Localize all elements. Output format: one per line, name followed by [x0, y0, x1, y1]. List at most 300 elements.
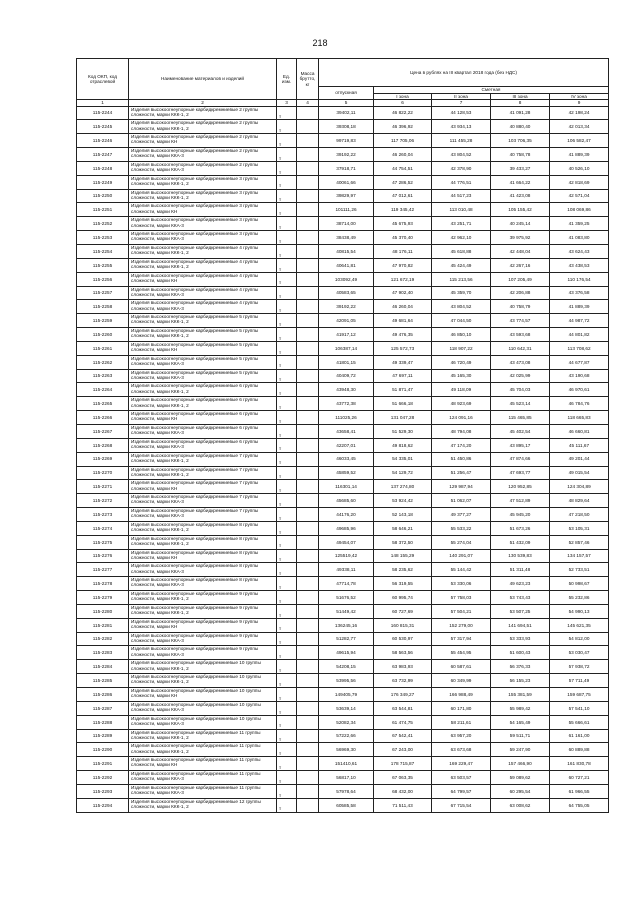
row-release-price: 57978,64 [319, 784, 374, 798]
row-release-price: 99719,83 [319, 134, 374, 148]
row-code: 115-2293 [77, 784, 129, 798]
row-unit: т [277, 632, 297, 646]
row-zone-4-price: 46 660,81 [550, 424, 609, 438]
row-zone-1-price: 60 995,74 [374, 591, 432, 605]
row-unit: т [277, 286, 297, 300]
table-row [77, 674, 609, 688]
row-code: 115-2275 [77, 535, 129, 549]
row-zone-1-price: 51 666,18 [374, 397, 432, 411]
row-code: 115-2282 [77, 632, 129, 646]
row-zone-1-price: 60 727,69 [374, 604, 432, 618]
row-mass [297, 660, 319, 674]
row-release-price: 53995,56 [319, 674, 374, 688]
row-zone-4-price: 45 111,67 [550, 438, 609, 452]
row-name: Изделия высокоогнеупорные карбидкремниевые 4 группы сложности, марки ККК-1, 2 [129, 258, 277, 272]
row-mass [297, 161, 319, 175]
row-zone-3-price: 120 952,85 [491, 480, 550, 494]
row-release-price: 49685,96 [319, 521, 374, 535]
row-code: 115-2251 [77, 203, 129, 217]
row-zone-4-price: 48 829,64 [550, 494, 609, 508]
row-unit: т [277, 203, 297, 217]
row-zone-1-price: 63 544,81 [374, 701, 432, 715]
row-unit: т [277, 798, 297, 812]
row-code: 115-2265 [77, 397, 129, 411]
row-zone-4-price: 49 201,44 [550, 452, 609, 466]
row-zone-1-price: 160 815,31 [374, 618, 432, 632]
row-zone-4-price: 52 733,51 [550, 563, 609, 577]
row-unit: т [277, 729, 297, 743]
row-release-price: 149405,79 [319, 688, 374, 702]
row-unit: т [277, 521, 297, 535]
price-table [76, 58, 609, 813]
row-zone-2-price: 51 062,07 [432, 494, 491, 508]
row-zone-3-price: 47 874,66 [491, 452, 550, 466]
table-row [77, 632, 609, 646]
row-unit: т [277, 660, 297, 674]
row-mass [297, 563, 319, 577]
row-release-price: 43658,41 [319, 424, 374, 438]
table-row [77, 701, 609, 715]
row-name: Изделия высокоогнеупорные карбидкремниевые 5 группы сложности, марки ККА-3 [129, 355, 277, 369]
row-zone-1-price: 68 432,00 [374, 784, 432, 798]
row-mass [297, 411, 319, 425]
row-mass [297, 715, 319, 729]
row-name: Изделия высокоогнеупорные карбидкремниевые 6 группы сложности, марки ККА-3 [129, 424, 277, 438]
row-mass [297, 217, 319, 231]
row-unit: т [277, 189, 297, 203]
row-code: 115-2269 [77, 452, 129, 466]
row-zone-1-price: 44 754,51 [374, 161, 432, 175]
column-number: 3 [277, 100, 297, 106]
row-zone-1-price: 46 822,22 [374, 106, 432, 120]
row-zone-3-price: 53 507,25 [491, 604, 550, 618]
row-zone-4-price: 53 105,31 [550, 521, 609, 535]
row-release-price: 39308,18 [319, 120, 374, 134]
row-zone-1-price: 46 260,04 [374, 148, 432, 162]
row-mass [297, 535, 319, 549]
row-name: Изделия высокоогнеупорные карбидкремниевые 9 группы сложности, марки ККК-1, 2 [129, 591, 277, 605]
row-release-price: 51449,42 [319, 604, 374, 618]
row-zone-3-price: 59 511,71 [491, 729, 550, 743]
row-zone-4-price: 54 990,13 [550, 604, 609, 618]
row-zone-2-price: 46 850,10 [432, 328, 491, 342]
row-zone-3-price: 40 758,79 [491, 300, 550, 314]
row-code: 115-2286 [77, 688, 129, 702]
row-release-price: 46033,45 [319, 452, 374, 466]
row-zone-2-price: 169 229,47 [432, 757, 491, 771]
row-zone-2-price: 46 720,49 [432, 355, 491, 369]
row-zone-2-price: 43 934,13 [432, 120, 491, 134]
table-row [77, 660, 609, 674]
row-release-price: 40583,65 [319, 286, 374, 300]
header-mass: Масса брутто, кг [297, 59, 319, 100]
row-zone-2-price: 64 799,57 [432, 784, 491, 798]
row-zone-1-price: 176 349,27 [374, 688, 432, 702]
row-zone-3-price: 42 025,99 [491, 369, 550, 383]
row-zone-3-price: 105 155,42 [491, 203, 550, 217]
row-mass [297, 632, 319, 646]
row-mass [297, 397, 319, 411]
row-unit: т [277, 231, 297, 245]
row-zone-4-price: 108 069,86 [550, 203, 609, 217]
row-mass [297, 798, 319, 812]
table-row [77, 715, 609, 729]
header-release: отпускная [319, 87, 374, 100]
row-zone-4-price: 47 218,50 [550, 508, 609, 522]
row-mass [297, 549, 319, 563]
row-code: 115-2256 [77, 272, 129, 286]
row-release-price: 44176,20 [319, 508, 374, 522]
row-release-price: 38714,00 [319, 217, 374, 231]
row-zone-3-price: 51 600,43 [491, 646, 550, 660]
row-name: Изделия высокоогнеупорные карбидкремниевые 2 группы сложности, марки ККК-1, 2 [129, 120, 277, 134]
row-name: Изделия высокоогнеупорные карбидкремниевые 11 группы сложности, марки КН [129, 757, 277, 771]
row-name: Изделия высокоогнеупорные карбидкремниевые 7 группы сложности, марки ККА-3 [129, 494, 277, 508]
table-row [77, 217, 609, 231]
table-row [77, 535, 609, 549]
row-mass [297, 300, 319, 314]
row-mass [297, 591, 319, 605]
row-unit: т [277, 369, 297, 383]
row-unit: т [277, 784, 297, 798]
row-zone-1-price: 45 675,93 [374, 217, 432, 231]
row-zone-2-price: 55 274,04 [432, 535, 491, 549]
row-code: 115-2254 [77, 245, 129, 259]
row-zone-3-price: 40 758,78 [491, 148, 550, 162]
row-zone-1-price: 52 143,18 [374, 508, 432, 522]
row-name: Изделия высокоогнеупорные карбидкремниевые 8 группы сложности, марки ККА-3 [129, 577, 277, 591]
row-mass [297, 508, 319, 522]
row-zone-1-price: 148 155,29 [374, 549, 432, 563]
row-zone-2-price: 60 171,80 [432, 701, 491, 715]
row-zone-2-price: 166 988,49 [432, 688, 491, 702]
row-zone-2-price: 42 962,10 [432, 231, 491, 245]
row-code: 115-2248 [77, 161, 129, 175]
row-unit: т [277, 314, 297, 328]
row-code: 115-2289 [77, 729, 129, 743]
row-mass [297, 604, 319, 618]
row-code: 115-2259 [77, 314, 129, 328]
row-unit: т [277, 591, 297, 605]
row-unit: т [277, 466, 297, 480]
table-row [77, 549, 609, 563]
row-name: Изделия высокоогнеупорные карбидкремниевые 4 группы сложности, марки ККК-1, 2 [129, 245, 277, 259]
table-row [77, 563, 609, 577]
header-price-group: Цена в рублях на III квартал 2018 года (без НДС) [319, 59, 609, 87]
row-zone-3-price: 41 664,22 [491, 175, 550, 189]
row-unit: т [277, 148, 297, 162]
row-unit: т [277, 480, 297, 494]
row-code: 115-2257 [77, 286, 129, 300]
row-name: Изделия высокоогнеупорные карбидкремниевые 7 группы сложности, марки ККА-3 [129, 508, 277, 522]
row-mass [297, 674, 319, 688]
row-unit: т [277, 508, 297, 522]
table-row [77, 521, 609, 535]
row-zone-2-price: 45 165,30 [432, 369, 491, 383]
row-release-price: 56817,10 [319, 771, 374, 785]
row-zone-3-price: 42 267,16 [491, 258, 550, 272]
table-row [77, 618, 609, 632]
row-zone-1-price: 58 646,21 [374, 521, 432, 535]
row-zone-4-price: 61 161,00 [550, 729, 609, 743]
header-zone-1: I зона [374, 93, 432, 100]
row-zone-1-price: 49 818,62 [374, 438, 432, 452]
row-release-price: 51676,52 [319, 591, 374, 605]
row-name: Изделия высокоогнеупорные карбидкремниевые 8 группы сложности, марки ККК-1, 2 [129, 535, 277, 549]
row-zone-3-price: 42 448,04 [491, 245, 550, 259]
row-zone-4-price: 49 015,54 [550, 466, 609, 480]
table-row [77, 771, 609, 785]
row-zone-3-price: 63 008,62 [491, 798, 550, 812]
row-release-price: 40061,66 [319, 175, 374, 189]
row-zone-1-price: 121 672,19 [374, 272, 432, 286]
row-zone-2-price: 49 377,27 [432, 508, 491, 522]
row-zone-4-price: 46 970,61 [550, 383, 609, 397]
row-name: Изделия высокоогнеупорные карбидкремниевые 11 группы сложности, марки ККА-3 [129, 771, 277, 785]
row-name: Изделия высокоогнеупорные карбидкремниевые 8 группы сложности, марки ККК-1, 2 [129, 521, 277, 535]
row-zone-3-price: 110 642,31 [491, 341, 550, 355]
row-unit: т [277, 272, 297, 286]
row-unit: т [277, 646, 297, 660]
row-mass [297, 272, 319, 286]
table-row [77, 743, 609, 757]
row-code: 115-2260 [77, 328, 129, 342]
row-zone-3-price: 155 381,59 [491, 688, 550, 702]
table-row [77, 272, 609, 286]
row-mass [297, 106, 319, 120]
row-mass [297, 328, 319, 342]
row-zone-3-price: 40 880,40 [491, 120, 550, 134]
row-unit: т [277, 438, 297, 452]
row-code: 115-2279 [77, 591, 129, 605]
row-zone-1-price: 178 715,87 [374, 757, 432, 771]
row-zone-4-price: 41 083,80 [550, 231, 609, 245]
row-release-price: 57222,66 [319, 729, 374, 743]
row-mass [297, 189, 319, 203]
row-name: Изделия высокоогнеупорные карбидкремниевые 8 группы сложности, марки ККА-3 [129, 563, 277, 577]
row-release-price: 39402,11 [319, 106, 374, 120]
row-zone-4-price: 55 232,86 [550, 591, 609, 605]
row-zone-2-price: 63 957,20 [432, 729, 491, 743]
row-zone-4-price: 57 541,10 [550, 701, 609, 715]
header-zone-4: IV зона [550, 93, 609, 100]
row-mass [297, 784, 319, 798]
row-zone-4-price: 43 624,43 [550, 245, 609, 259]
row-zone-2-price: 45 618,88 [432, 245, 491, 259]
header-unit: Ед. изм. [277, 59, 297, 100]
row-zone-4-price: 53 030,47 [550, 646, 609, 660]
column-number: 7 [432, 100, 491, 106]
row-unit: т [277, 217, 297, 231]
row-unit: т [277, 618, 297, 632]
column-number: 2 [129, 100, 277, 106]
row-zone-2-price: 43 804,52 [432, 148, 491, 162]
row-zone-4-price: 44 801,82 [550, 328, 609, 342]
row-zone-1-price: 63 983,93 [374, 660, 432, 674]
row-zone-3-price: 141 694,51 [491, 618, 550, 632]
table-row [77, 258, 609, 272]
column-number: 5 [319, 100, 374, 106]
row-unit: т [277, 424, 297, 438]
row-zone-3-price: 55 989,42 [491, 701, 550, 715]
table-row [77, 798, 609, 812]
row-zone-4-price: 42 571,04 [550, 189, 609, 203]
row-code: 115-2247 [77, 148, 129, 162]
row-name: Изделия высокоогнеупорные карбидкремниевые 4 группы сложности, марки ККА-3 [129, 300, 277, 314]
table-header [77, 59, 609, 107]
row-name: Изделия высокоогнеупорные карбидкремниевые 10 группы сложности, марки ККА-3 [129, 715, 277, 729]
row-zone-3-price: 54 165,49 [491, 715, 550, 729]
row-release-price: 43948,30 [319, 383, 374, 397]
row-zone-4-price: 42 818,69 [550, 175, 609, 189]
column-number: 1 [77, 100, 129, 106]
row-name: Изделия высокоогнеупорные карбидкремниевые 9 группы сложности, марки ККК-1, 2 [129, 604, 277, 618]
row-zone-1-price: 46 396,92 [374, 120, 432, 134]
row-zone-2-price: 152 279,00 [432, 618, 491, 632]
row-name: Изделия высокоогнеупорные карбидкремниевые 11 группы сложности, марки ККК-1, 2 [129, 729, 277, 743]
row-zone-4-price: 124 304,89 [550, 480, 609, 494]
row-release-price: 38438,49 [319, 231, 374, 245]
row-name: Изделия высокоогнеупорные карбидкремниевые 3 группы сложности, марки ККК-1, 2 [129, 189, 277, 203]
row-zone-4-price: 44 677,87 [550, 355, 609, 369]
row-release-price: 37918,71 [319, 161, 374, 175]
row-zone-4-price: 55 666,61 [550, 715, 609, 729]
table-row [77, 411, 609, 425]
row-name: Изделия высокоогнеупорные карбидкремниевые 3 группы сложности, марки ККК-1, 2 [129, 175, 277, 189]
row-zone-2-price: 124 091,16 [432, 411, 491, 425]
row-zone-1-price: 51 529,30 [374, 424, 432, 438]
row-unit: т [277, 604, 297, 618]
row-release-price: 42091,05 [319, 314, 374, 328]
header-zone-3: III зона [491, 93, 550, 100]
row-name: Изделия высокоогнеупорные карбидкремниевые 3 группы сложности, марки КН [129, 203, 277, 217]
row-code: 115-2244 [77, 106, 129, 120]
row-zone-1-price: 61 474,75 [374, 715, 432, 729]
row-zone-1-price: 117 705,06 [374, 134, 432, 148]
row-name: Изделия высокоогнеупорные карбидкремниевые 11 группы сложности, марки ККА-3 [129, 784, 277, 798]
row-name: Изделия высокоогнеупорные карбидкремниевые 8 группы сложности, марки КН [129, 549, 277, 563]
row-name: Изделия высокоогнеупорные карбидкремниевые 2 группы сложности, марки ККА-3 [129, 148, 277, 162]
row-release-price: 56969,30 [319, 743, 374, 757]
row-zone-1-price: 45 370,40 [374, 231, 432, 245]
row-zone-3-price: 39 975,92 [491, 231, 550, 245]
row-zone-1-price: 60 530,97 [374, 632, 432, 646]
row-unit: т [277, 161, 297, 175]
row-zone-4-price: 42 198,24 [550, 106, 609, 120]
row-mass [297, 355, 319, 369]
row-zone-4-price: 41 889,39 [550, 300, 609, 314]
row-zone-4-price: 43 438,53 [550, 258, 609, 272]
row-zone-2-price: 43 804,52 [432, 300, 491, 314]
row-name: Изделия высокоогнеупорные карбидкремниевые 12 группы сложности, марки ККК-1, 2 [129, 798, 277, 812]
row-zone-3-price: 47 693,77 [491, 466, 550, 480]
row-unit: т [277, 120, 297, 134]
row-zone-4-price: 44 987,72 [550, 314, 609, 328]
table-row [77, 314, 609, 328]
row-zone-3-price: 41 091,28 [491, 106, 550, 120]
row-code: 115-2272 [77, 494, 129, 508]
row-code: 115-2262 [77, 355, 129, 369]
row-mass [297, 688, 319, 702]
row-unit: т [277, 701, 297, 715]
row-zone-2-price: 58 211,61 [432, 715, 491, 729]
row-unit: т [277, 688, 297, 702]
row-zone-1-price: 49 476,35 [374, 328, 432, 342]
row-mass [297, 424, 319, 438]
row-code: 115-2270 [77, 466, 129, 480]
row-zone-4-price: 60 727,21 [550, 771, 609, 785]
table-row [77, 231, 609, 245]
row-release-price: 47714,78 [319, 577, 374, 591]
row-zone-4-price: 60 889,88 [550, 743, 609, 757]
row-code: 115-2250 [77, 189, 129, 203]
table-row [77, 383, 609, 397]
row-zone-2-price: 51 256,47 [432, 466, 491, 480]
row-mass [297, 258, 319, 272]
row-name: Изделия высокоогнеупорные карбидкремниевые 10 группы сложности, марки ККК-1, 2 [129, 674, 277, 688]
row-zone-2-price: 60 349,99 [432, 674, 491, 688]
row-name: Изделия высокоогнеупорные карбидкремниевые 5 группы сложности, марки ККА-3 [129, 369, 277, 383]
row-unit: т [277, 411, 297, 425]
row-mass [297, 646, 319, 660]
row-release-price: 49338,11 [319, 563, 374, 577]
row-mass [297, 383, 319, 397]
row-zone-4-price: 41 889,39 [550, 148, 609, 162]
row-zone-4-price: 43 190,68 [550, 369, 609, 383]
row-zone-2-price: 44 517,23 [432, 189, 491, 203]
row-name: Изделия высокоогнеупорные карбидкремниевые 6 группы сложности, марки ККК-1, 2 [129, 397, 277, 411]
table-row [77, 300, 609, 314]
row-zone-1-price: 58 563,56 [374, 646, 432, 660]
row-zone-3-price: 45 704,03 [491, 383, 550, 397]
table-row [77, 480, 609, 494]
row-code: 115-2273 [77, 508, 129, 522]
row-release-price: 60585,58 [319, 798, 374, 812]
row-code: 115-2266 [77, 411, 129, 425]
row-zone-2-price: 111 455,28 [432, 134, 491, 148]
row-zone-1-price: 54 335,01 [374, 452, 432, 466]
row-unit: т [277, 743, 297, 757]
row-unit: т [277, 494, 297, 508]
row-release-price: 41801,15 [319, 355, 374, 369]
row-unit: т [277, 106, 297, 120]
row-mass [297, 521, 319, 535]
row-unit: т [277, 771, 297, 785]
row-release-price: 39192,22 [319, 300, 374, 314]
row-unit: т [277, 757, 297, 771]
header-name: Наименование материалов и изделий [129, 59, 277, 100]
row-mass [297, 286, 319, 300]
row-release-price: 40641,81 [319, 258, 374, 272]
row-zone-2-price: 47 174,20 [432, 438, 491, 452]
row-release-price: 42207,01 [319, 438, 374, 452]
row-code: 115-2245 [77, 120, 129, 134]
table-row [77, 646, 609, 660]
row-zone-3-price: 51 311,48 [491, 563, 550, 577]
row-release-price: 103092,49 [319, 272, 374, 286]
table-row [77, 328, 609, 342]
row-name: Изделия высокоогнеупорные карбидкремниевые 2 группы сложности, марки КН [129, 134, 277, 148]
row-release-price: 53639,14 [319, 701, 374, 715]
row-code: 115-2264 [77, 383, 129, 397]
row-zone-4-price: 52 857,46 [550, 535, 609, 549]
row-code: 115-2284 [77, 660, 129, 674]
row-zone-4-price: 57 938,72 [550, 660, 609, 674]
row-code: 115-2274 [77, 521, 129, 535]
row-zone-1-price: 67 063,35 [374, 771, 432, 785]
row-zone-3-price: 53 743,43 [491, 591, 550, 605]
row-zone-3-price: 115 465,85 [491, 411, 550, 425]
